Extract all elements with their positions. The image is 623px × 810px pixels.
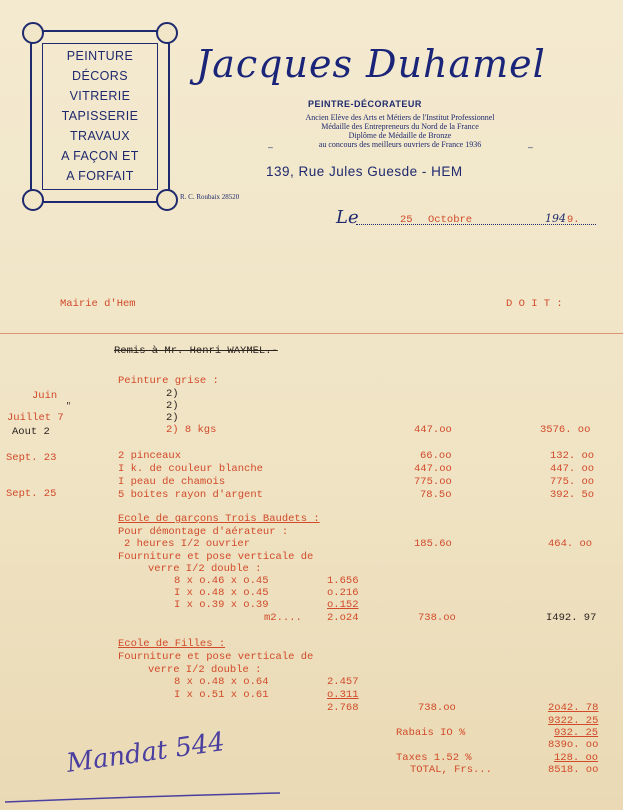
- service-item: VITRERIE: [69, 88, 131, 103]
- taxes-amount: 128. oo: [554, 752, 599, 764]
- date-juin: Juin: [32, 390, 58, 402]
- bracket-qty: 2): [166, 412, 179, 424]
- corner-ornament-icon: [156, 189, 178, 211]
- corner-ornament-icon: [156, 22, 178, 44]
- subtotal: 9322. 25: [548, 715, 599, 727]
- unit-price: 78.5o: [420, 489, 452, 501]
- service-item: A FORFAIT: [66, 169, 134, 184]
- handwritten-mandat: Mandat 544: [64, 727, 227, 779]
- item-desc: I k. de couleur blanche: [118, 463, 263, 475]
- item-desc: 5 boites rayon d'argent: [118, 489, 263, 501]
- services-frame: [30, 30, 170, 203]
- date-year-suffix: 9.: [567, 214, 580, 226]
- services-list: [42, 43, 158, 190]
- section-heading: Peinture grise :: [118, 375, 219, 387]
- taxes-label: Taxes 1.52 %: [396, 752, 472, 764]
- rabais-amount: 932. 25: [554, 727, 599, 739]
- glass-dim: I x o.51 x o.61: [174, 689, 269, 701]
- corner-ornament-icon: [22, 22, 44, 44]
- company-title: PEINTRE-DÉCORATEUR: [308, 99, 422, 109]
- unit-price: 447.oo: [414, 463, 452, 475]
- m2-total: 2.768: [327, 702, 359, 714]
- company-name: Jacques Duhamel: [196, 42, 546, 86]
- service-item: DÉCORS: [72, 68, 128, 83]
- unit-price: 775.oo: [414, 476, 452, 488]
- line-total: 2o42. 78: [548, 702, 599, 714]
- line-total: 464. oo: [548, 538, 593, 550]
- date-month: Octobre: [428, 214, 473, 226]
- date-juillet: Juillet 7: [7, 412, 64, 424]
- dash-ornament: —: [528, 144, 533, 153]
- glass-m2: o.216: [327, 587, 359, 599]
- line-total: 392. 5o: [550, 489, 595, 501]
- rabais-label: Rabais IO %: [396, 727, 466, 739]
- line-total: 132. oo: [550, 450, 595, 462]
- credentials-block: [250, 113, 550, 149]
- handwritten-underline: [0, 790, 620, 810]
- section-line: 2 heures I/2 ouvrier: [124, 538, 251, 550]
- section-heading: Ecole de Filles :: [118, 638, 226, 650]
- service-item: A FAÇON ET: [61, 149, 139, 164]
- line-total: 3576. oo: [540, 424, 591, 436]
- m2-total: 2.o24: [327, 612, 359, 624]
- line-total: I492. 97: [546, 612, 597, 624]
- section-line: Fourniture et pose verticale de: [118, 651, 314, 663]
- remis-line: Remis à Mr. Henri WAYMEL.-: [114, 345, 278, 357]
- recipient: Mairie d'Hem: [60, 298, 136, 310]
- ruled-line: [0, 333, 623, 334]
- unit-price: 66.oo: [420, 450, 452, 462]
- glass-m2: 1.656: [327, 575, 359, 587]
- service-item: TRAVAUX: [70, 129, 130, 144]
- glass-m2: o.152: [327, 599, 359, 611]
- section-line: verre I/2 double :: [148, 563, 262, 575]
- line-total: 775. oo: [550, 476, 595, 488]
- total-amount: 8518. oo: [548, 764, 599, 776]
- date-sept23: Sept. 23: [6, 452, 57, 464]
- section-line: Fourniture et pose verticale de: [118, 551, 314, 563]
- glass-dim: I x o.48 x o.45: [174, 587, 269, 599]
- date-year-prefix: 194: [545, 212, 566, 225]
- dash-ornament: —: [268, 144, 273, 153]
- item-desc: I peau de chamois: [118, 476, 226, 488]
- unit-price: 738.oo: [418, 612, 456, 624]
- section-line: Pour démontage d'aérateur :: [118, 526, 289, 538]
- date-prefix: Le: [336, 207, 359, 228]
- company-address: 139, Rue Jules Guesde - HEM: [266, 164, 463, 179]
- date-sept25: Sept. 25: [6, 488, 57, 500]
- line-total: 447. oo: [550, 463, 595, 475]
- ditto-mark: ": [66, 402, 71, 411]
- credential-line: au concours des meilleurs ouvriers de France 1936: [318, 140, 482, 149]
- item-desc: 2 pinceaux: [118, 450, 182, 462]
- glass-m2: 2.457: [327, 676, 359, 688]
- after-rabais: 839o. oo: [548, 739, 599, 751]
- bracket-qty: 2): [166, 400, 179, 412]
- section-heading: Ecole de garçons Trois Baudets :: [118, 513, 320, 525]
- total-label: TOTAL, Frs...: [410, 764, 492, 776]
- corner-ornament-icon: [22, 189, 44, 211]
- credential-line: Médaille des Entrepreneurs du Nord de la France: [321, 122, 479, 131]
- doit-label: D O I T :: [506, 298, 563, 310]
- bracket-qty: 2): [166, 388, 179, 400]
- glass-m2: o.311: [327, 689, 359, 701]
- bracket-qty: 2) 8 kgs: [166, 424, 217, 436]
- service-item: TAPISSERIE: [61, 108, 139, 123]
- unit-price: 185.6o: [414, 538, 452, 550]
- m2-label: m2....: [264, 612, 302, 624]
- unit-price: 447.oo: [414, 424, 452, 436]
- section-line: verre I/2 double :: [148, 664, 262, 676]
- registry-number: R. C. Roubaix 28520: [180, 193, 240, 201]
- glass-dim: 8 x o.48 x o.64: [174, 676, 269, 688]
- credential-line: Ancien Elève des Arts et Métiers de l'Institut Professionnel: [305, 113, 495, 122]
- date-aout: Aout 2: [12, 426, 50, 438]
- glass-dim: I x o.39 x o.39: [174, 599, 269, 611]
- unit-price: 738.oo: [418, 702, 456, 714]
- credential-line: Diplôme de Médaille de Bronze: [348, 131, 452, 140]
- glass-dim: 8 x o.46 x o.45: [174, 575, 269, 587]
- service-item: PEINTURE: [66, 48, 134, 63]
- date-day: 25: [400, 214, 413, 226]
